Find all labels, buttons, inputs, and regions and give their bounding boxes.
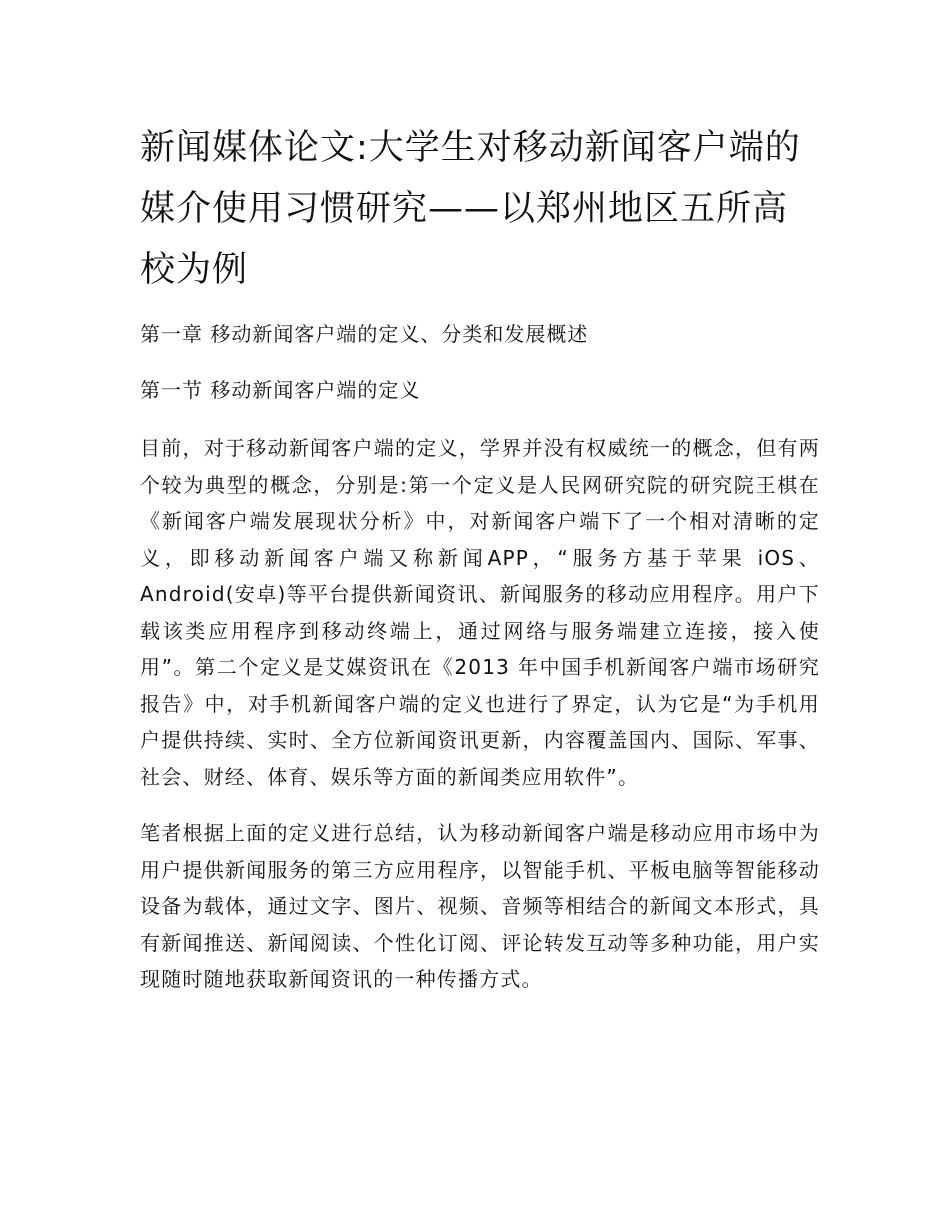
chapter-heading: 第一章 移动新闻客户端的定义、分类和发展概述 <box>140 322 589 346</box>
body-paragraph: 目前，对于移动新闻客户端的定义，学界并没有权威统一的概念，但有两个较为典型的概念，分别是:第一个定义是人民网研究院的研究院王棋在《新闻客户端发展现状分析》中，对新闻客户端下了一个相对清晰的定义，即移动新闻客户端又称新闻APP，“服务方基于苹果 iOS、Android(安卓)等平台提供新闻资讯、新闻服务的移动应用程序。用户下载该类应用程序到移动终端上，通过网络与服务端建立连接，接入使用”。第二个定义是艾媒资讯在《2013 年中国手机新闻客户端市场研究报告》中，对手机新闻客户端的定义也进行了界定，认为它是“为手机用户提供持续、实时、全方位新闻资讯更新，内容覆盖国内、国际、军事、社会、财经、体育、娱乐等方面的新闻类应用软件”。 <box>140 436 820 789</box>
body-paragraph: 笔者根据上面的定义进行总结，认为移动新闻客户端是移动应用市场中为用户提供新闻服务的第三方应用程序，以智能手机、平板电脑等智能移动设备为载体，通过文字、图片、视频、音频等相结合的新闻文本形式，具有新闻推送、新闻阅读、个性化订阅、评论转发互动等多种功能，用户实现随时随地获取新闻资讯的一种传播方式。 <box>140 821 820 991</box>
document-page <box>140 118 820 1018</box>
section-heading: 第一节 移动新闻客户端的定义 <box>140 378 421 402</box>
document-title: 新闻媒体论文:大学生对移动新闻客户端的媒介使用习惯研究——以郑州地区五所高校为例 <box>140 128 801 290</box>
